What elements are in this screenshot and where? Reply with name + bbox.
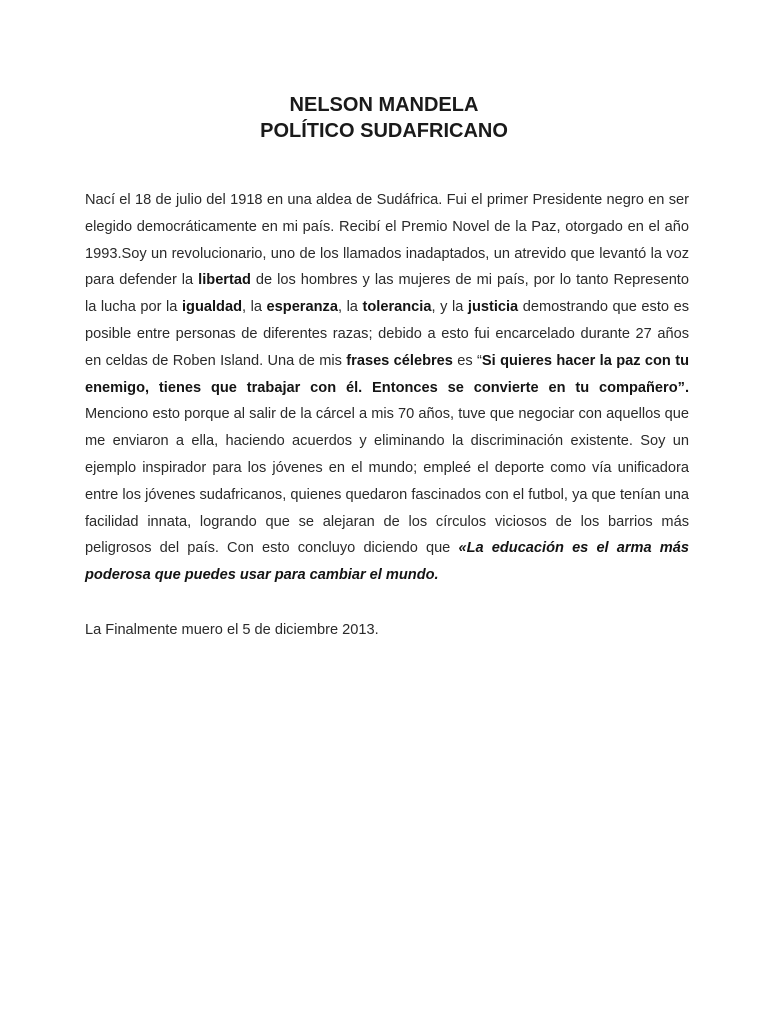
bold-frases-celebres: frases célebres [346, 352, 453, 369]
text-segment: , la [241, 299, 267, 316]
text-segment: demostrando que esto es posible entre personas de diferentes razas; debido a esto fui encarcelado durante 27 años en celdas de Roben Island. Una de mis [85, 299, 690, 369]
biography-paragraph [85, 187, 689, 589]
bold-igualdad: igualdad [181, 299, 242, 316]
bold-justicia: justicia [467, 299, 519, 316]
text-segment: , y la [431, 299, 468, 316]
bold-esperanza: esperanza [266, 299, 338, 316]
text-segment: es “ [452, 352, 482, 369]
bold-tolerancia: tolerancia [362, 299, 432, 316]
text-segment: Nací el 18 de julio del 1918 en una aldea de Sudáfrica. Fui el primer Presidente negro en ser elegido democráticamente en mi país. Recibí el Premio Novel de la Paz, otorgado en el año 1993.Soy un revolucionario, uno de los llamados inadaptados, un atrevido que levantó la voz para defender la [85, 192, 689, 289]
bold-libertad: libertad [198, 272, 251, 289]
title-subtitle: POLÍTICO SUDAFRICANO [260, 120, 508, 142]
title-name: NELSON MANDELA [289, 94, 479, 116]
text-segment: Menciono esto porque al salir de la cárcel a mis 70 años, tuve que negociar con aquellos que me enviaron a ella, haciendo acuerdos y eliminando la discriminación existente. Soy un ejemplo inspirador para los jóvenes en el mundo; empleé el deporte como vía unificadora entre los jóvenes sudafricanos, quienes quedaron fascinados con el futbol, ya que tenían una facilidad innata, logrando que se alejaran de los círculos viciosos de los barrios más peligrosos del país. Con esto concluyo diciendo que [85, 406, 689, 557]
text-segment: de los hombres y las mujeres de mi país, por lo tanto Represento la lucha por la [85, 272, 689, 316]
final-line: La Finalmente muero el 5 de diciembre 2013. [85, 622, 379, 638]
document-title [0, 92, 768, 144]
bold-quote-enemigo: Si quieres hacer la paz con tu enemigo, tienes que trabajar con él. Entonces se convierte en tu compañero”. [85, 352, 689, 396]
text-segment: , la [337, 299, 363, 316]
bold-italic-quote-educacion: «La educación es el arma más poderosa que puedes usar para cambiar el mundo. [85, 540, 689, 584]
